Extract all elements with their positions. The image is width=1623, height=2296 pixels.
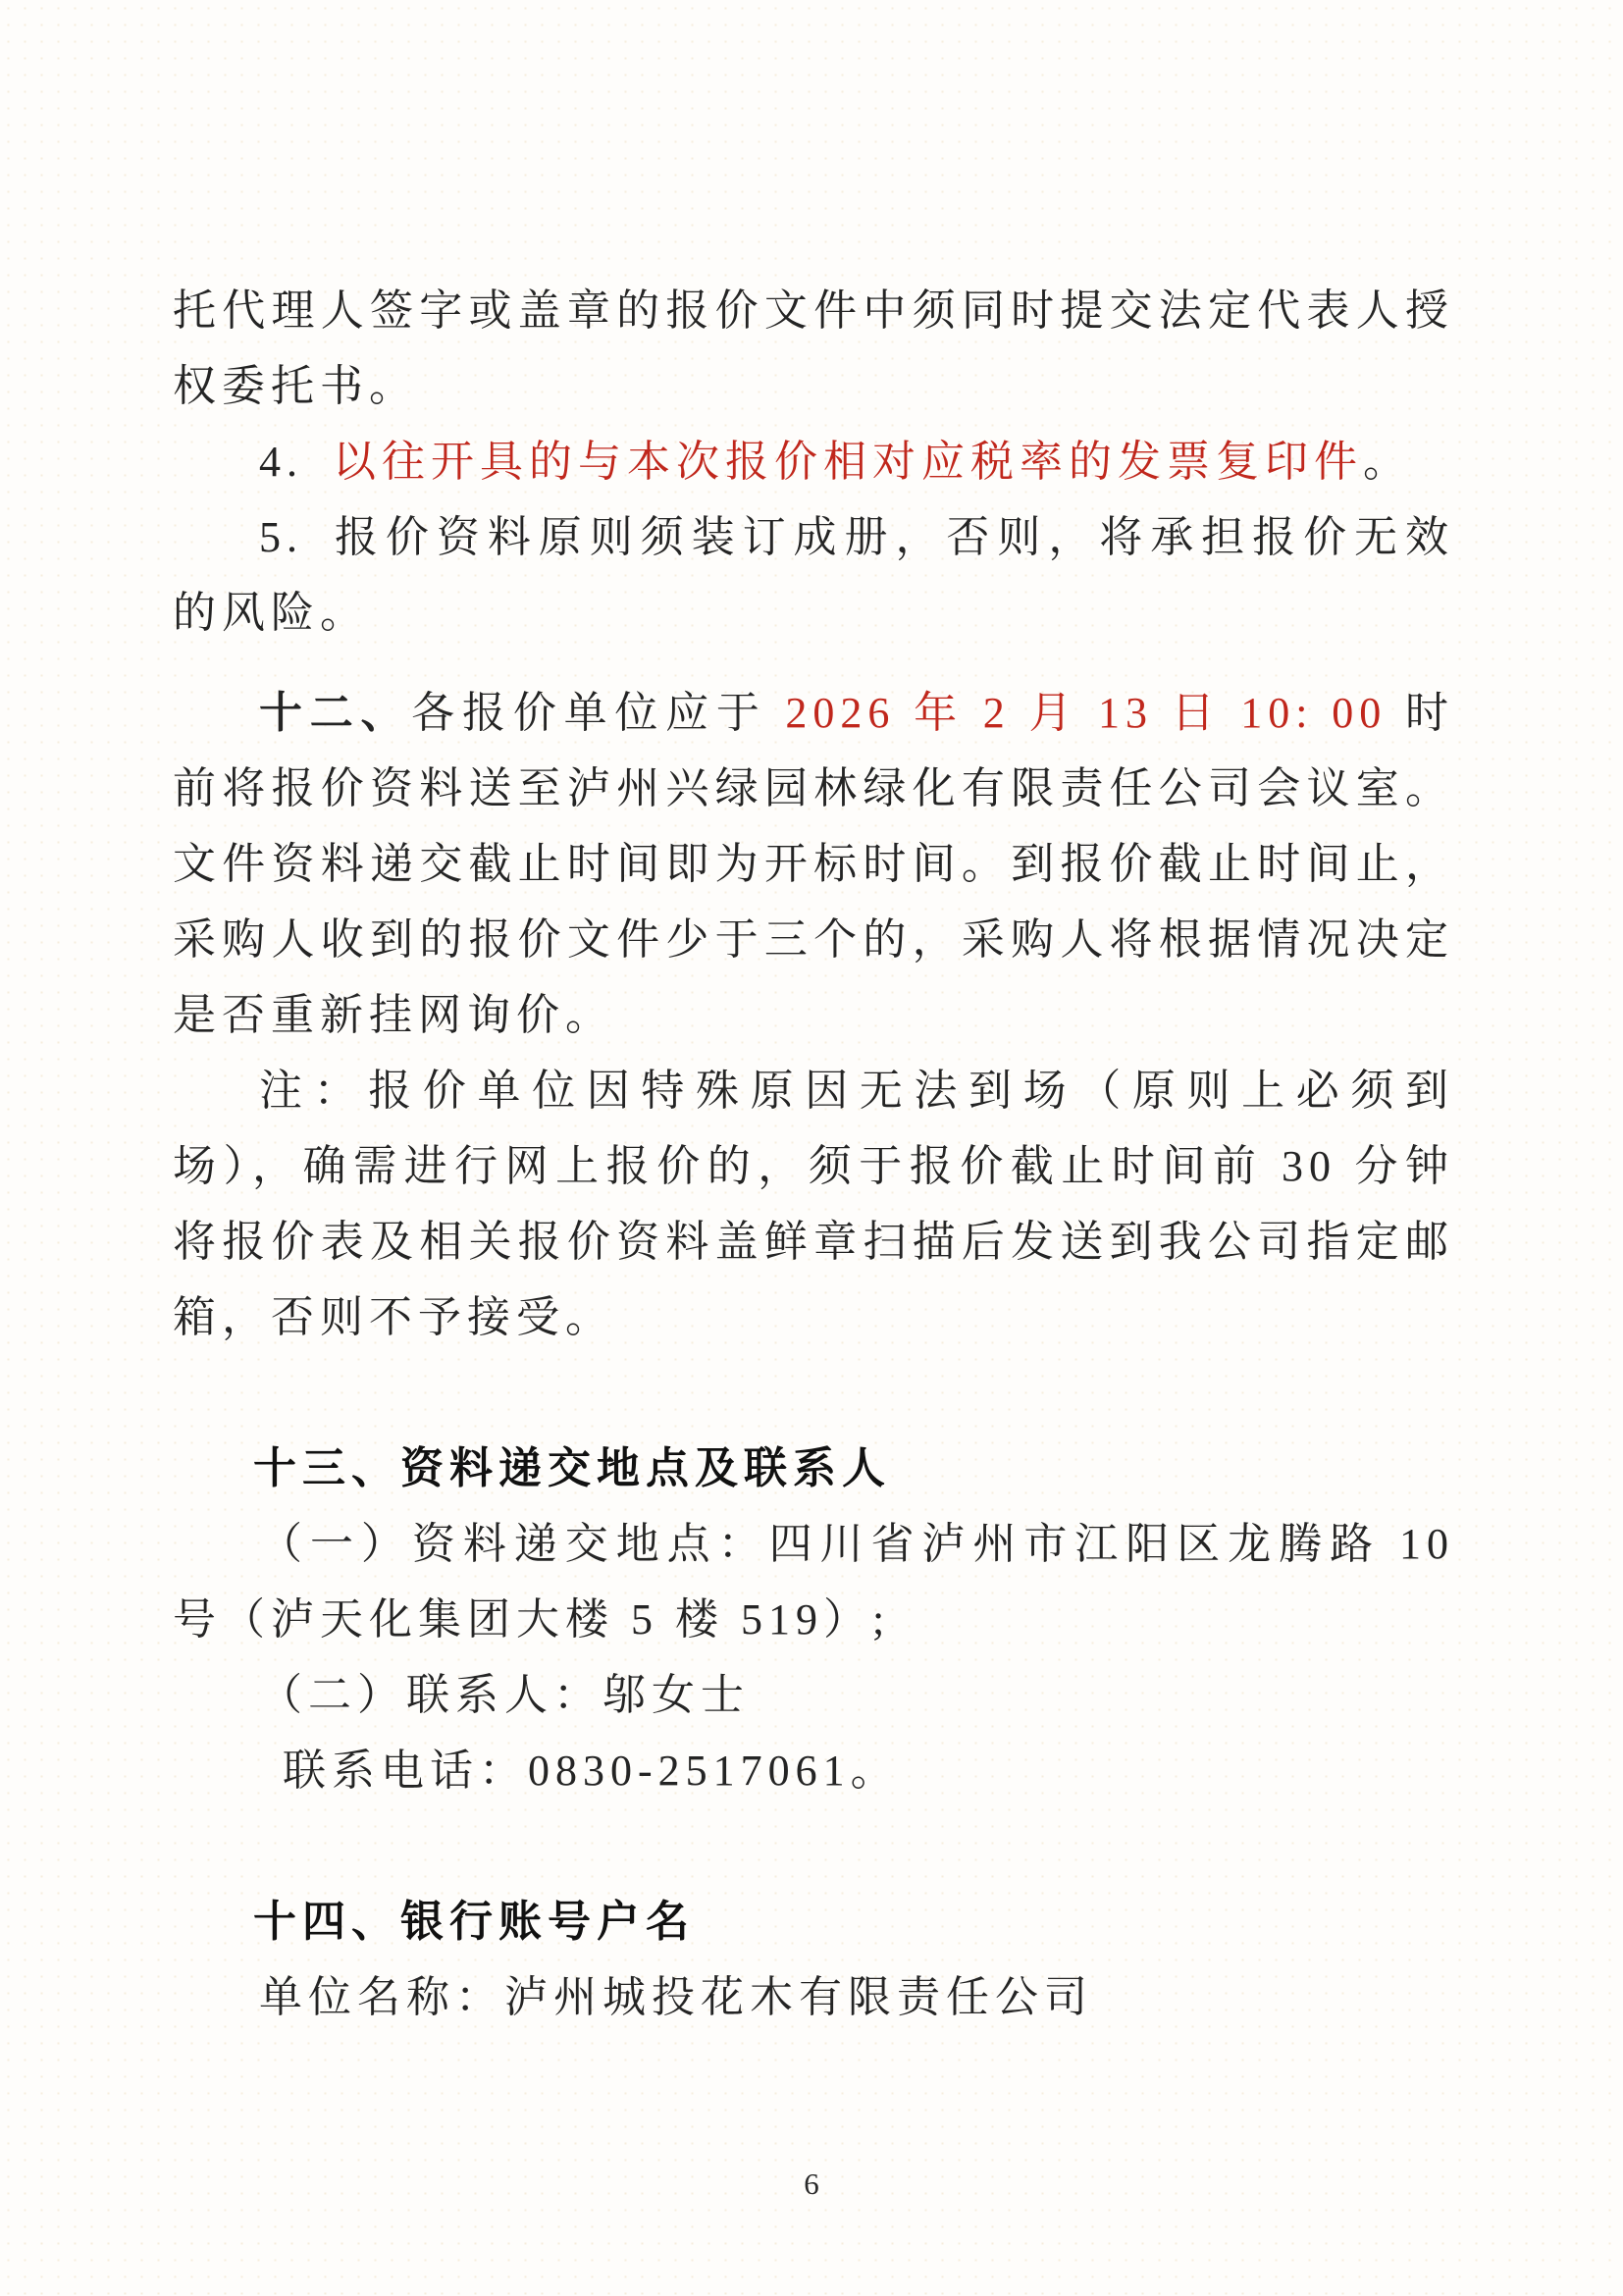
section-12-paragraph	[173, 675, 1454, 1053]
section-12-deadline: 2026 年 2 月 13 日 10: 00	[785, 689, 1387, 737]
list-item-4	[173, 424, 1454, 499]
item-5-text: 报价资料原则须装订成册，否则，将承担报价无效的风险。	[173, 513, 1454, 637]
contact-phone-line: 联系电话：0830-2517061。	[283, 1747, 900, 1795]
note-paragraph: 注：报价单位因特殊原因无法到场（原则上必须到场），确需进行网上报价的，须于报价截止时间前 30 分钟将报价表及相关报价资料盖鲜章扫描后发送到我公司指定邮箱，否则不予接受。	[173, 1067, 1454, 1341]
section-12-label: 十二、	[259, 689, 412, 737]
list-item-5	[173, 499, 1454, 651]
section-13-item-2: （二）联系人：邬女士	[259, 1671, 750, 1719]
item-4-period: 。	[1363, 438, 1412, 486]
page-number: 6	[804, 2166, 819, 2201]
section-12-text-post: 时前将报价资料送至泸州兴绿园林绿化有限责任公司会议室。文件资料递交截止时间即为开标时间。到报价截止时间止，采购人收到的报价文件少于三个的，采购人将根据情况决定是否重新挂网询价。	[173, 689, 1455, 1039]
item-4-number: 4.	[259, 438, 303, 486]
section-13-heading: 十三、资料递交地点及联系人	[253, 1444, 891, 1492]
section-12-text-pre: 各报价单位应于	[411, 689, 786, 737]
paragraph-continuation: 托代理人签字或盖章的报价文件中须同时提交法定代表人授权委托书。	[173, 287, 1454, 410]
item-4-red-text: 以往开具的与本次报价相对应税率的发票复印件	[333, 438, 1363, 486]
item-5-number: 5.	[259, 513, 303, 561]
section-13-item-1: （一）资料递交地点：四川省泸州市江阳区龙腾路 10 号（泸天化集团大楼 5 楼 519）;	[173, 1520, 1454, 1644]
section-14-heading: 十四、银行账号户名	[253, 1898, 695, 1946]
section-14-company-line: 单位名称：泸州城投花木有限责任公司	[259, 1973, 1093, 2021]
